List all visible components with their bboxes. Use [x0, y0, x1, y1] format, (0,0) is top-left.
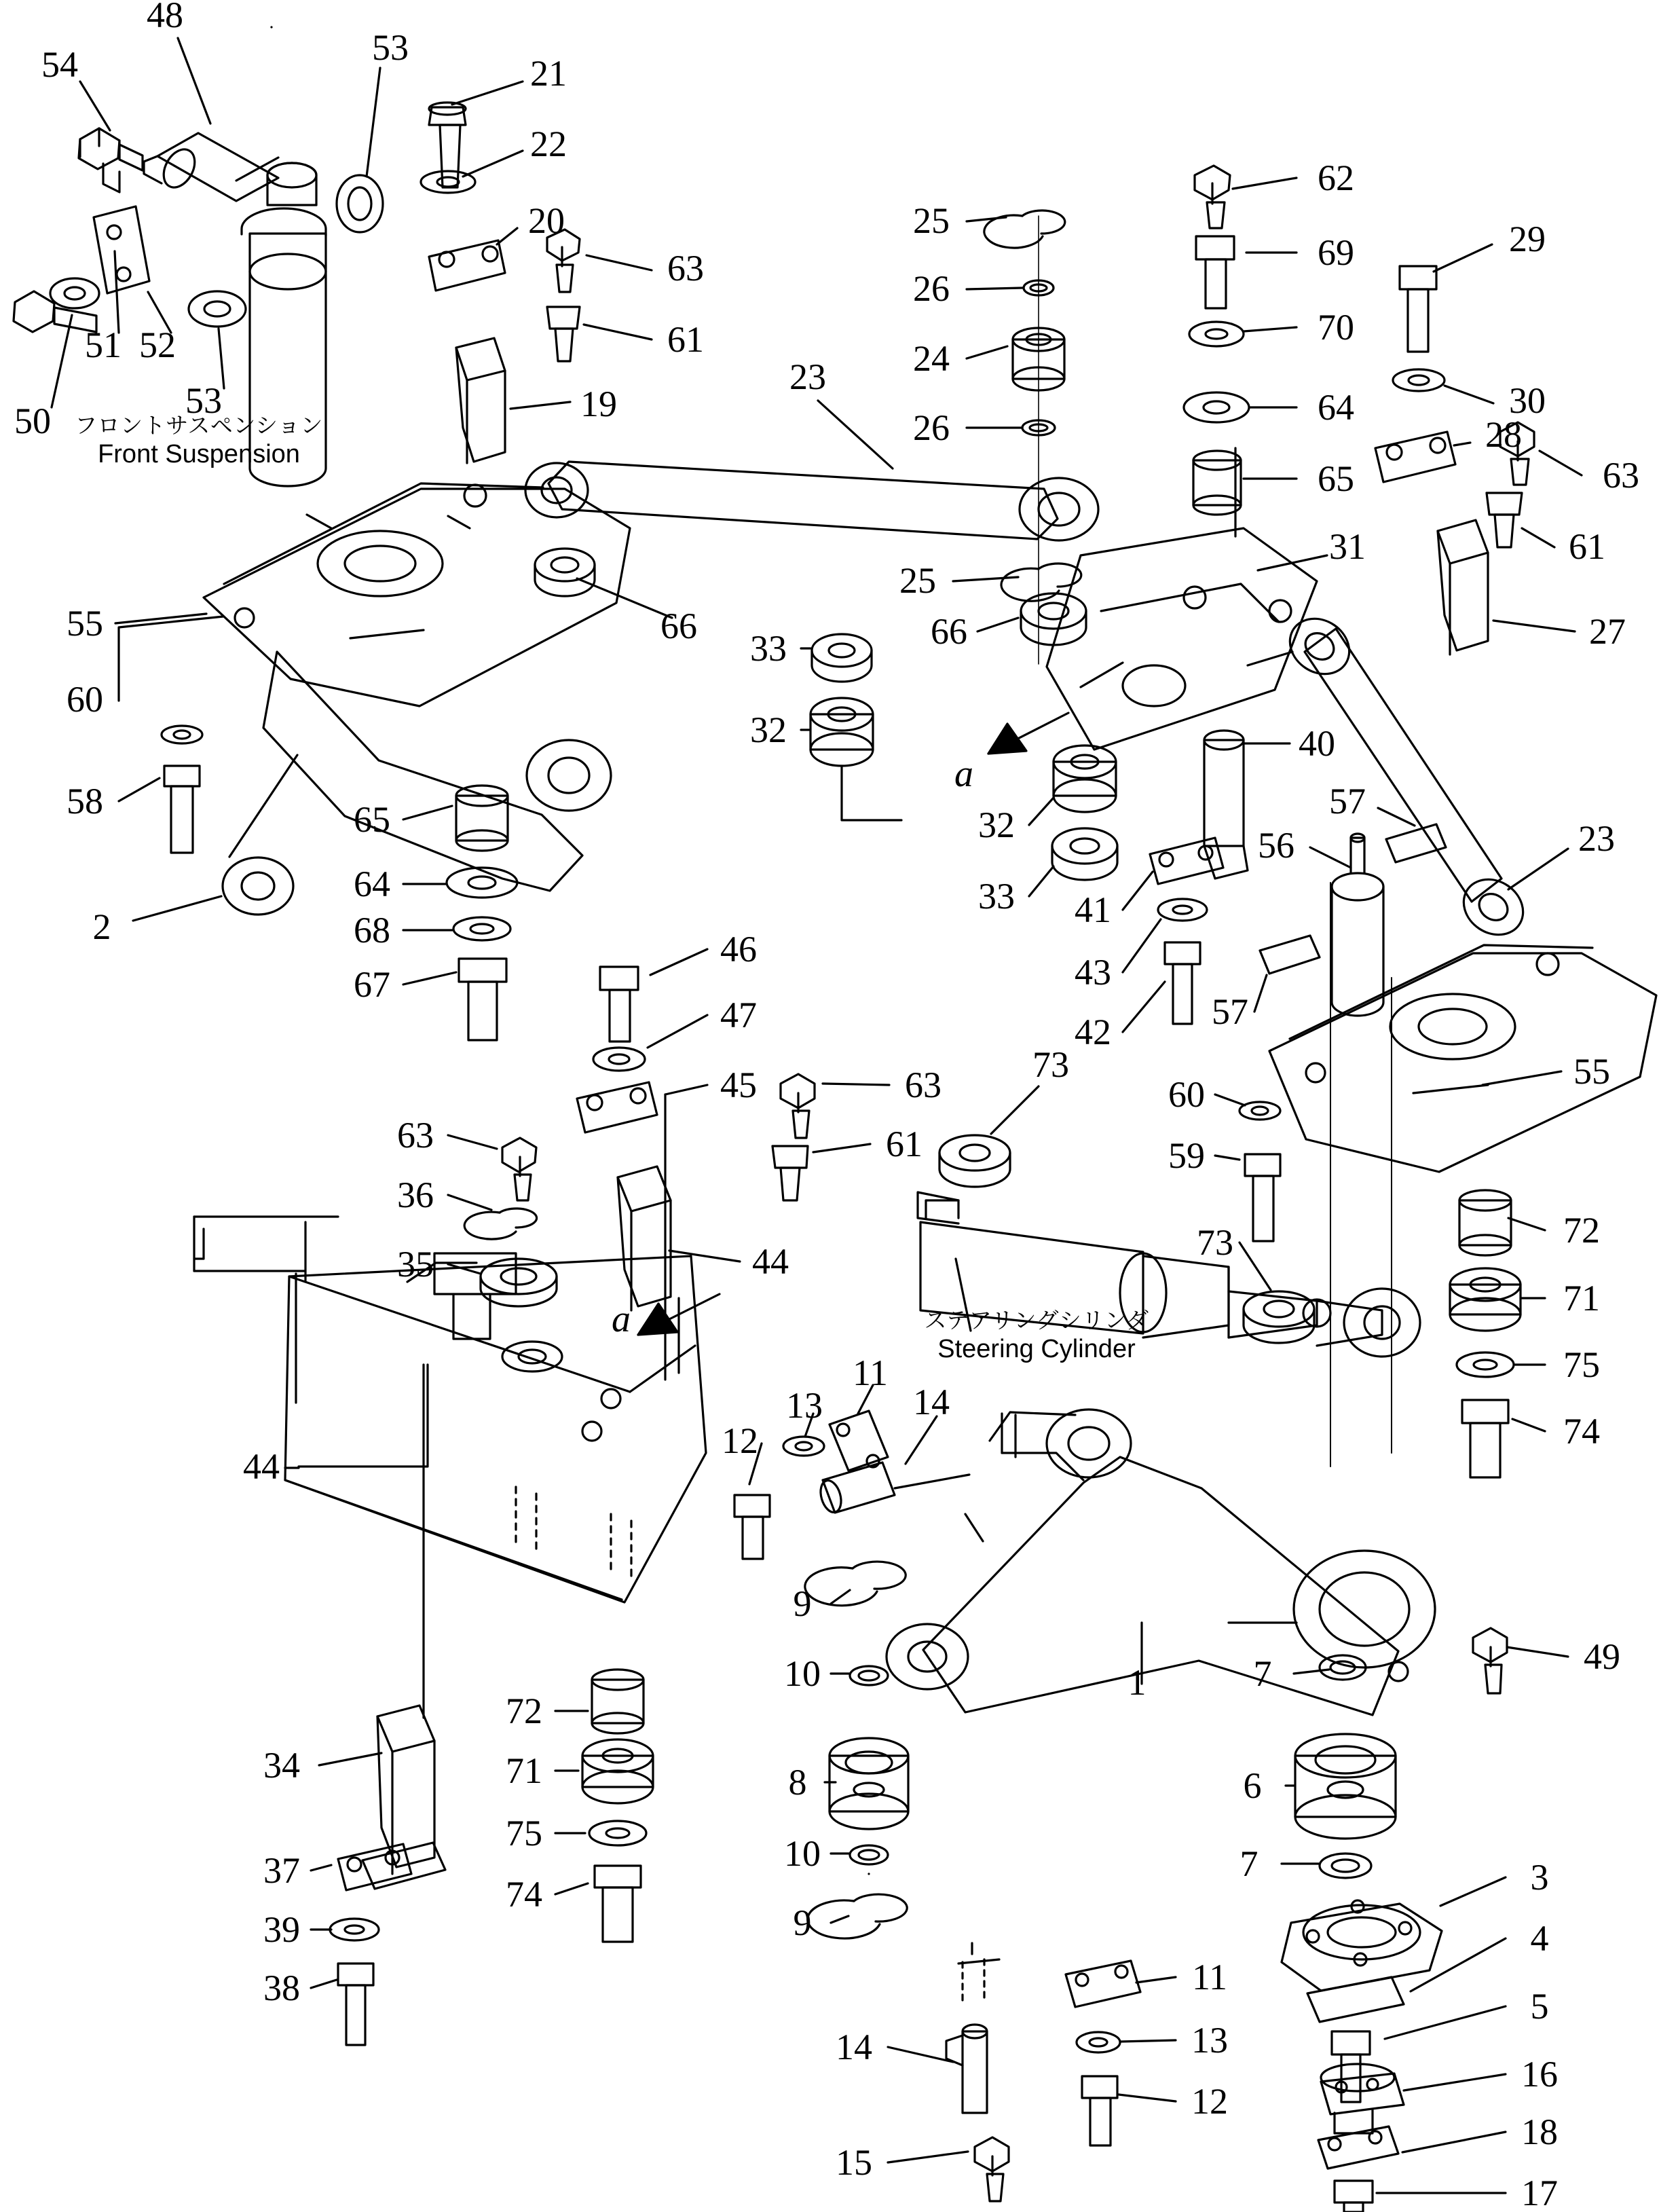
leader-47 — [648, 1015, 707, 1048]
callout-number: 18 — [1521, 2112, 1558, 2152]
callout-number: 24 — [913, 338, 950, 379]
callout-number: 11 — [853, 1352, 888, 1393]
leader-73l — [1239, 1242, 1271, 1290]
leader-43 — [1123, 919, 1161, 972]
callout-number: 72 — [1563, 1210, 1600, 1251]
leader-46 — [650, 949, 707, 975]
part-13-washer-lower — [1077, 2032, 1120, 2052]
part-33-bushing-b — [1052, 828, 1117, 880]
part-41-plate — [1150, 838, 1223, 884]
leader-62 — [1233, 178, 1297, 189]
callout-number: 53 — [185, 380, 222, 421]
callout-number: 5 — [1530, 1986, 1549, 2027]
leader-61t — [584, 325, 652, 339]
part-73-bushing-upper — [939, 1135, 1010, 1187]
part-30-washer-right — [1393, 369, 1444, 391]
leader-61m — [813, 1144, 870, 1152]
part-60-washer-left — [162, 726, 202, 743]
leader-26u — [967, 288, 1022, 289]
callout-number: 64 — [1318, 387, 1354, 428]
leader-53b — [219, 329, 224, 388]
callout-number: 3 — [1530, 1857, 1549, 1898]
callout-number: 63 — [905, 1065, 942, 1105]
part-10-oring-lower — [850, 1845, 888, 1864]
leader-16 — [1404, 2074, 1506, 2090]
callout-number: 12 — [1191, 2081, 1228, 2122]
part-2-lower-arm — [223, 652, 611, 915]
leader-12l — [1119, 2095, 1176, 2101]
lower-center-hidden — [963, 1959, 984, 2003]
part-65-collar-right — [1193, 451, 1241, 515]
part-32-bushing-b — [1054, 745, 1116, 812]
leader-7u — [1294, 1670, 1329, 1674]
part-57-clip-lower — [1260, 936, 1320, 974]
leader-14l — [888, 2047, 953, 2062]
callout-number: 32 — [978, 805, 1015, 845]
callout-number: 61 — [886, 1124, 922, 1164]
part-51-washer — [50, 278, 99, 308]
part-19-pin — [456, 338, 505, 463]
callout-number: 14 — [836, 2027, 872, 2067]
callout-number: 62 — [1318, 158, 1354, 198]
part-27-pin-right — [1438, 520, 1488, 655]
part-74-nut-right — [1462, 1400, 1508, 1477]
section-arrow-a-lower — [638, 1294, 720, 1373]
leader-72r — [1508, 1218, 1545, 1230]
part-57-clip-upper — [1386, 824, 1446, 862]
callout-number: 55 — [1573, 1051, 1610, 1092]
leader-32b — [1029, 798, 1054, 825]
part-33-bushing-a — [812, 634, 872, 682]
callout-number: 10 — [784, 1833, 821, 1874]
leader-18 — [1402, 2132, 1506, 2152]
leader-23-top — [818, 401, 893, 468]
callout-number: 35 — [397, 1244, 434, 1285]
callout-number: 45 — [720, 1065, 757, 1105]
part-36-snapring — [464, 1209, 536, 1239]
callout-number: 44 — [243, 1446, 280, 1487]
leader-66l — [577, 578, 672, 618]
callout-number: 4 — [1530, 1918, 1549, 1959]
part-62-grease-fitting — [1195, 166, 1230, 228]
callout-number: 9 — [793, 1583, 812, 1624]
part-23-upper-link — [525, 462, 1098, 540]
part-63-fitting-left2 — [502, 1138, 536, 1200]
part-71-bushing-right — [1450, 1268, 1521, 1331]
part-47-washer — [593, 1048, 645, 1071]
part-72-collar-right — [1459, 1190, 1511, 1255]
leader-74l — [555, 1883, 588, 1894]
leader-45 — [665, 1085, 707, 1094]
callout-number: 32 — [750, 709, 787, 750]
part-31-center-bracket — [1047, 528, 1317, 750]
leader-61r — [1522, 528, 1554, 547]
leader-27 — [1493, 621, 1575, 631]
leader-57u — [1378, 808, 1415, 826]
callout-number: 17 — [1521, 2173, 1558, 2212]
part-75-washer-right — [1457, 1352, 1514, 1377]
leader-21 — [452, 81, 523, 105]
callout-number: 52 — [139, 325, 176, 365]
callout-number: 1 — [1127, 1662, 1147, 1703]
part-frame-bracket-left — [194, 1217, 706, 1602]
part-49-fitting — [1473, 1628, 1507, 1693]
part-28-plate-right — [1375, 432, 1455, 482]
caption-front-suspension — [75, 413, 323, 470]
callout-number: 66 — [931, 611, 967, 652]
callout-number: 25 — [913, 200, 950, 241]
part-20-plate — [429, 240, 505, 291]
callout-number: 54 — [41, 44, 78, 85]
part-11-plate-lower — [1066, 1961, 1140, 2007]
leader-20 — [497, 228, 517, 244]
part-39-washer — [330, 1919, 379, 1940]
leader-37 — [311, 1865, 331, 1870]
part-35-seal-lower — [502, 1342, 562, 1371]
leader-55 — [115, 614, 206, 623]
callout-number: 8 — [788, 1762, 807, 1803]
part-61-fitting-top — [547, 307, 580, 361]
callout-number: 72 — [506, 1691, 542, 1731]
leader-55r — [1483, 1071, 1561, 1085]
part-70-washer — [1189, 322, 1244, 346]
leader-14u2 — [895, 1475, 969, 1488]
part-59-bolt-right — [1245, 1154, 1280, 1241]
callout-number: 73 — [1197, 1222, 1233, 1263]
leader-2 — [133, 896, 221, 921]
callout-number: 49 — [1584, 1636, 1620, 1677]
part-75-washer-left — [589, 1821, 646, 1845]
part-13-washer-upper — [783, 1437, 824, 1456]
leader-25l — [953, 577, 1018, 581]
callout-number: 74 — [1563, 1411, 1600, 1452]
link-detail-1 — [1002, 1453, 1083, 1480]
leader-66r — [977, 618, 1018, 631]
leader-24 — [967, 346, 1007, 358]
part-12-bolt-upper — [734, 1495, 770, 1559]
part-53-ring-upper — [337, 175, 383, 232]
callout-number: 71 — [506, 1750, 542, 1791]
part-9-snapring-lower — [808, 1894, 908, 1938]
callout-number: 19 — [580, 384, 617, 424]
part-46-bolt — [600, 967, 638, 1042]
callout-number: 27 — [1589, 611, 1626, 652]
part-38-bolt — [338, 1964, 373, 2045]
callout-number: 56 — [1258, 825, 1294, 866]
callout-number: 65 — [354, 799, 390, 840]
callout-number: 55 — [67, 603, 103, 644]
callout-number: 7 — [1239, 1843, 1259, 1884]
callout-number: 65 — [1318, 458, 1354, 499]
part-8-bearing — [830, 1738, 908, 1829]
part-61-fitting-right — [1487, 493, 1522, 547]
leader-63t — [586, 255, 652, 270]
callout-number: 50 — [14, 401, 51, 441]
part-58-bolt-left — [164, 766, 200, 853]
part-44-pin-upper — [618, 1166, 671, 1310]
leader-3 — [1440, 1877, 1506, 1906]
leader-34 — [319, 1753, 381, 1765]
callout-number: 42 — [1075, 1012, 1111, 1052]
part-67-bolt-left — [459, 959, 506, 1040]
leader-33b — [1029, 866, 1054, 896]
part-3-housing — [1282, 1900, 1442, 1991]
callout-number: 13 — [786, 1385, 823, 1426]
part-34-pin — [362, 1706, 445, 1889]
part-74-nut-left — [595, 1866, 641, 1942]
part-65-collar-left — [456, 786, 508, 851]
callout-number: 61 — [667, 319, 704, 360]
part-61-fitting-mid — [772, 1146, 808, 1200]
leader-67l — [403, 972, 456, 984]
leader-54 — [80, 81, 110, 130]
caption-japanese: フロントサスペンション — [75, 413, 323, 439]
part-14-pin-lower — [946, 2025, 987, 2113]
leader-25u — [967, 217, 1006, 221]
callout-number: 41 — [1075, 889, 1111, 930]
leader-59r — [1215, 1156, 1239, 1160]
callout-number: 51 — [85, 325, 122, 365]
callout-number: 64 — [354, 864, 390, 904]
callout-number: 63 — [397, 1115, 434, 1156]
callout-number: 12 — [722, 1420, 758, 1461]
callout-number: 16 — [1521, 2054, 1558, 2095]
leader-28 — [1454, 443, 1470, 445]
callout-number: 26 — [913, 407, 950, 448]
callout-number: 74 — [506, 1874, 542, 1915]
leader-5 — [1385, 2006, 1506, 2039]
callout-number: 36 — [397, 1175, 434, 1215]
callout-number: 31 — [1329, 526, 1366, 567]
callout-number: 33 — [750, 628, 787, 669]
caption-english: Front Suspension — [98, 440, 300, 469]
part-18-plate — [1318, 2126, 1398, 2169]
part-32-bushing-a — [810, 698, 873, 766]
part-45-plate — [577, 1082, 657, 1132]
part-54-bolt — [79, 128, 143, 192]
callout-number: 53 — [372, 27, 409, 68]
leader-56 — [1310, 847, 1351, 868]
callout-number: 26 — [913, 268, 950, 309]
callout-number: 13 — [1191, 2020, 1228, 2061]
callout-number: 25 — [899, 560, 936, 601]
leader-19 — [510, 402, 570, 409]
callout-number: 70 — [1318, 307, 1354, 348]
callout-number: 66 — [660, 606, 697, 646]
part-12-bolt-lower — [1082, 2076, 1117, 2145]
caption-japanese: ステアリングシリンダ — [924, 1308, 1149, 1333]
part-4-shim — [1307, 1977, 1404, 2022]
leader-11l — [1136, 1977, 1176, 1983]
lower-bracket-top — [958, 1959, 999, 1964]
callout-number: 48 — [147, 0, 183, 35]
callout-number: 75 — [1563, 1344, 1600, 1385]
leader-70 — [1244, 327, 1297, 331]
callout-number: 60 — [67, 679, 103, 720]
caption-english: Steering Cylinder — [937, 1335, 1136, 1364]
leader-60 — [119, 616, 223, 701]
leader-58 — [119, 778, 160, 801]
leader-44-lower-2 — [299, 1365, 428, 1467]
part-14-pin-upper — [817, 1462, 895, 1515]
callout-number: 22 — [530, 124, 567, 164]
callout-number: 58 — [67, 781, 103, 822]
leader-73u — [991, 1086, 1039, 1134]
callout-number: 57 — [1212, 991, 1248, 1032]
callout-number: 37 — [263, 1850, 300, 1891]
callout-number: 33 — [978, 876, 1015, 917]
callout-number: 15 — [836, 2142, 872, 2183]
callout-number: 40 — [1299, 723, 1335, 764]
leader-63r — [1540, 451, 1582, 475]
part-17-bolt — [1335, 2181, 1373, 2212]
callout-number: 75 — [506, 1813, 542, 1854]
part-52-plate — [94, 206, 149, 293]
leader-9u — [831, 1590, 850, 1604]
callout-number: 46 — [720, 929, 757, 970]
callout-number: 10 — [784, 1653, 821, 1694]
part-15-fitting — [975, 2137, 1009, 2201]
callout-number: 67 — [354, 964, 390, 1005]
callout-number: 23 — [1578, 818, 1615, 859]
callout-number: 57 — [1329, 781, 1366, 822]
leader-9l — [831, 1916, 849, 1923]
part-1-lower-arm — [887, 1409, 1435, 1715]
part-72-collar-left — [592, 1670, 644, 1733]
callout-number: 71 — [1563, 1278, 1600, 1319]
leader-29 — [1434, 244, 1492, 272]
callout-number: 34 — [263, 1745, 300, 1786]
part-21-bolt — [429, 103, 466, 187]
callout-number: 20 — [528, 200, 565, 241]
leader-15 — [888, 2152, 968, 2162]
part-23-right-link — [1280, 608, 1534, 946]
callout-number: 38 — [263, 1968, 300, 2008]
part-42-bolt — [1165, 942, 1200, 1024]
part-48-bushing — [144, 133, 278, 201]
callout-number: 73 — [1032, 1044, 1069, 1085]
leader-23-right — [1508, 849, 1568, 889]
leader-63x — [448, 1135, 497, 1149]
part-6-bearing — [1295, 1734, 1396, 1839]
callout-number: 14 — [913, 1382, 950, 1422]
callout-number: 29 — [1509, 219, 1546, 259]
part-7-oring-lower — [1320, 1854, 1371, 1878]
leader-53a — [367, 68, 380, 177]
callout-number: 44 — [752, 1241, 789, 1282]
leader-31 — [1258, 555, 1327, 570]
callout-number: 69 — [1318, 232, 1354, 273]
callout-number: 47 — [720, 995, 757, 1035]
part-11-plate-upper — [830, 1411, 888, 1471]
callout-number: 60 — [1168, 1074, 1205, 1115]
leader-13l — [1120, 2040, 1176, 2042]
part-64-washer-left — [447, 868, 517, 898]
part-64-washer-right — [1184, 392, 1249, 422]
callout-number: 28 — [1485, 414, 1522, 455]
leader-42 — [1123, 982, 1165, 1032]
part-68-washer-left — [453, 917, 510, 940]
callout-number: 63 — [667, 248, 704, 289]
callout-number: 39 — [263, 1909, 300, 1950]
part-16-cap — [1321, 2064, 1404, 2133]
callout-number: 11 — [1192, 1957, 1227, 1997]
section-mark-section-a-upper: a — [954, 753, 973, 795]
callout-number: 61 — [1569, 526, 1605, 567]
callout-number: 21 — [530, 53, 567, 94]
part-25-snapring-upper — [984, 210, 1065, 248]
leader-14u — [906, 1416, 937, 1464]
callout-number: 7 — [1253, 1653, 1272, 1694]
callout-number: 63 — [1603, 455, 1639, 496]
leader-57l — [1254, 975, 1267, 1012]
leader-74r — [1512, 1419, 1545, 1431]
callout-number: 43 — [1075, 952, 1111, 993]
callout-number: 9 — [793, 1902, 812, 1943]
part-66-bushing-left — [535, 549, 595, 596]
leader-22 — [463, 151, 523, 177]
leader-65l — [403, 806, 452, 819]
leader-63m — [823, 1084, 889, 1085]
part-43-washer — [1158, 899, 1207, 921]
leader-60r — [1215, 1094, 1245, 1105]
caption-steering-cylinder — [924, 1308, 1149, 1365]
part-9-snapring-upper — [805, 1562, 906, 1606]
leader-38 — [311, 1980, 337, 1988]
callout-number: 59 — [1168, 1135, 1205, 1176]
callout-number: 68 — [354, 910, 390, 951]
leader-group-32-33 — [842, 766, 901, 820]
part-53-washer-lower — [189, 291, 246, 327]
callout-number: 2 — [92, 906, 111, 947]
leader-4 — [1411, 1938, 1506, 1991]
part-10-oring-upper — [850, 1666, 888, 1685]
part-71-bushing-left — [582, 1739, 653, 1803]
leader-48 — [178, 38, 210, 124]
leader-36 — [448, 1195, 491, 1210]
leader-30 — [1444, 386, 1493, 403]
leader-49 — [1507, 1647, 1568, 1657]
callout-number: 30 — [1509, 380, 1546, 421]
part-69-bolt — [1196, 236, 1234, 308]
callout-number: 6 — [1243, 1765, 1262, 1806]
leader-50 — [52, 315, 72, 407]
callout-number: 23 — [789, 356, 826, 397]
leader-41 — [1123, 872, 1153, 910]
part-29-bolt-right — [1400, 266, 1436, 352]
part-63-fitting-mid — [781, 1074, 815, 1138]
section-mark-section-a-lower: a — [612, 1298, 631, 1340]
section-arrow-a-upper — [988, 713, 1068, 754]
